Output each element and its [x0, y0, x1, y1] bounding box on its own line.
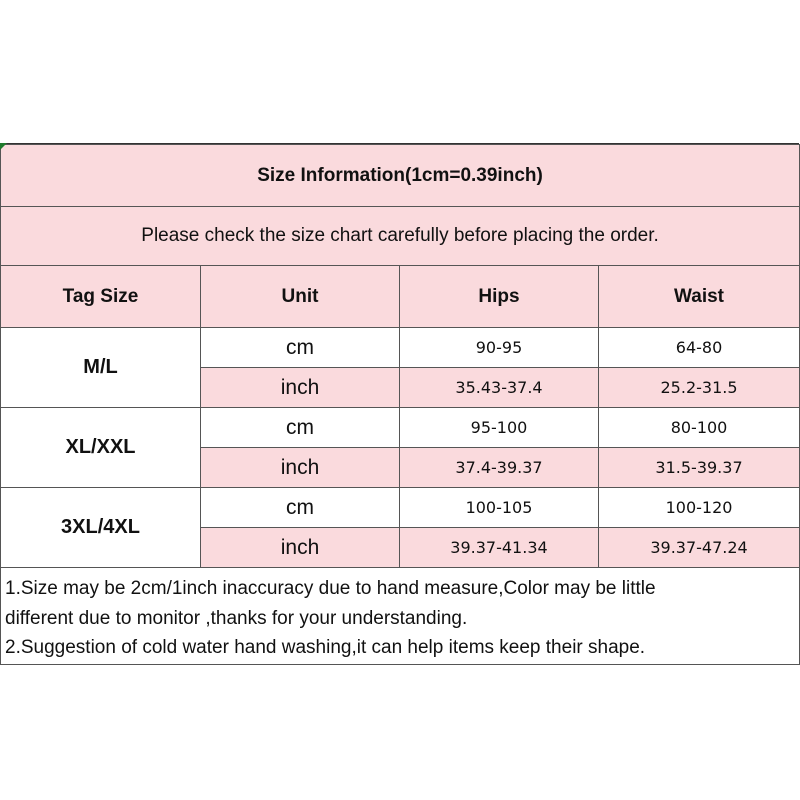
corner-mark: [0, 143, 7, 150]
hips-value: 100-105: [400, 488, 599, 528]
unit-cell: cm: [201, 328, 400, 368]
header-tag-size: Tag Size: [1, 266, 201, 328]
hips-value: 37.4-39.37: [400, 448, 599, 488]
size-notes: [1, 568, 800, 665]
unit-cell: inch: [201, 368, 400, 408]
tag-size-cell: 3XL/4XL: [1, 488, 201, 568]
header-unit: Unit: [201, 266, 400, 328]
hips-value: 95-100: [400, 408, 599, 448]
note-line: 1.Size may be 2cm/1inch inaccuracy due to hand measure,Color may be little: [5, 578, 656, 599]
waist-value: 64-80: [599, 328, 800, 368]
waist-value: 100-120: [599, 488, 800, 528]
unit-cell: inch: [201, 528, 400, 568]
unit-cell: cm: [201, 408, 400, 448]
header-waist: Waist: [599, 266, 800, 328]
hips-value: 90-95: [400, 328, 599, 368]
table-row: [1, 488, 800, 528]
table-row: [1, 408, 800, 448]
size-chart-table: [0, 144, 800, 665]
note-line: different due to monitor ,thanks for your understanding.: [5, 607, 468, 629]
size-chart-title: Size Information(1cm=0.39inch): [1, 145, 800, 207]
hips-value: 39.37-41.34: [400, 528, 599, 568]
tag-size-cell: M/L: [1, 328, 201, 408]
unit-cell: inch: [201, 448, 400, 488]
header-hips: Hips: [400, 266, 599, 328]
waist-value: 31.5-39.37: [599, 448, 800, 488]
size-chart-sheet: [0, 143, 799, 656]
hips-value: 35.43-37.4: [400, 368, 599, 408]
waist-value: 39.37-47.24: [599, 528, 800, 568]
tag-size-cell: XL/XXL: [1, 408, 201, 488]
table-row: [1, 328, 800, 368]
header-row: [1, 266, 800, 328]
waist-value: 80-100: [599, 408, 800, 448]
unit-cell: cm: [201, 488, 400, 528]
waist-value: 25.2-31.5: [599, 368, 800, 408]
note-line: 2.Suggestion of cold water hand washing,it can help items keep their shape.: [5, 637, 646, 658]
size-chart-subtitle: Please check the size chart carefully before placing the order.: [1, 207, 800, 266]
